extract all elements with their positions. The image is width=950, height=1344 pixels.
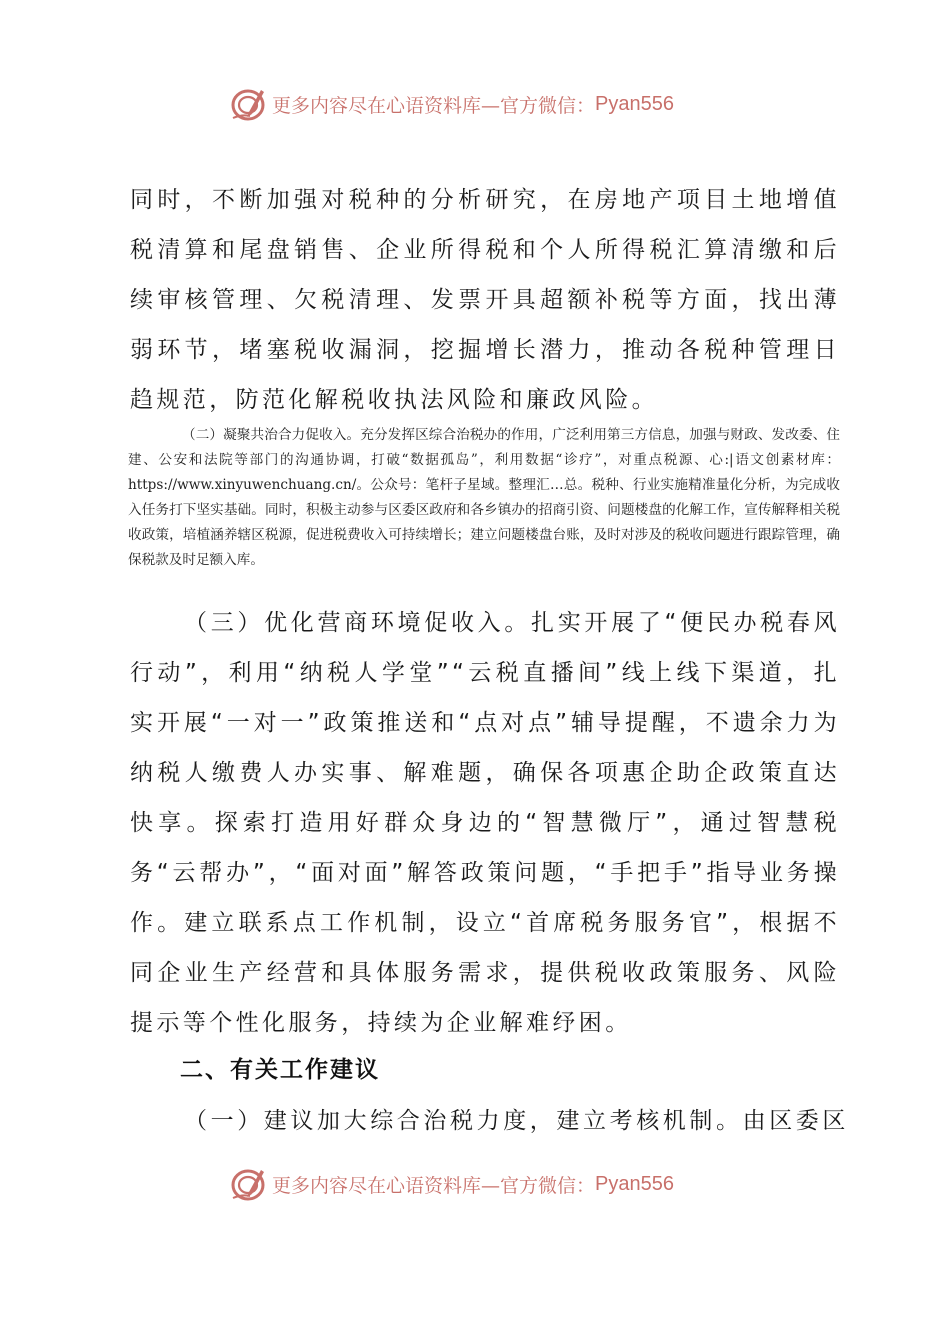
- section-heading: 二、有关工作建议: [180, 1057, 380, 1083]
- banner-main-text: 更多内容尽在心语资料库—官方微信：: [272, 1174, 596, 1197]
- pen-logo-icon: [228, 1164, 268, 1204]
- header-banner: [228, 84, 674, 124]
- body-paragraph-2: （二）凝聚共治合力促收入。充分发挥区综合治税办的作用，广泛利用第三方信息，加强与财政、发改委、住建、公安和法院等部门的沟通协调，打破“数据孤岛”，利用数据“诊疗”，对重点税源、心:|语文创素材库：https://www.xinyuwenchuang.cn/。公众号：笔杆子星域。整理汇…总。税种、行业实施精准量化分析，为完成收入任务打下坚实基础。同时，积极主动参与区委区政府和各乡镇办的招商引资、问题楼盘的化解工作，宣传解释相关税收政策，培植涵养辖区税源，促进税费收入可持续增长；建立问题楼盘台账，及时对涉及的税收问题进行跟踪管理，确保税款及时足额入库。: [128, 427, 840, 568]
- pen-logo-icon: [228, 84, 268, 124]
- footer-banner: [228, 1164, 674, 1204]
- banner-wechat-id: Pyan556: [595, 92, 674, 115]
- body-paragraph-3: （三）优化营商环境促收入。扎实开展了“便民办税春风行动”，利用“纳税人学堂”“云税直播间”线上线下渠道，扎实开展“一对一”政策推送和“点对点”辅导提醒，不遗余力为纳税人缴费人办实事、解难题，确保各项惠企助企政策直达快享。探索打造用好群众身边的“智慧微厅”，通过智慧税务“云帮办”，“面对面”解答政策问题，“手把手”指导业务操作。建立联系点工作机制，设立“首席税务服务官”，根据不同企业生产经营和具体服务需求，提供税收政策服务、风险提示等个性化服务，持续为企业解难纾困。: [130, 610, 840, 1036]
- banner-wechat-id: Pyan556: [595, 1172, 674, 1195]
- banner-main-text: 更多内容尽在心语资料库—官方微信：: [272, 94, 596, 117]
- body-paragraph-4: （一）建议加大综合治税力度，建立考核机制。由区委区: [184, 1108, 849, 1134]
- body-paragraph-1: 同时，不断加强对税种的分析研究，在房地产项目土地增值税清算和尾盘销售、企业所得税和个人所得税汇算清缴和后续审核管理、欠税清理、发票开具超额补税等方面，找出薄弱环节，堵塞税收漏洞，挖掘增长潜力，推动各税种管理日趋规范，防范化解税收执法风险和廉政风险。: [130, 187, 840, 413]
